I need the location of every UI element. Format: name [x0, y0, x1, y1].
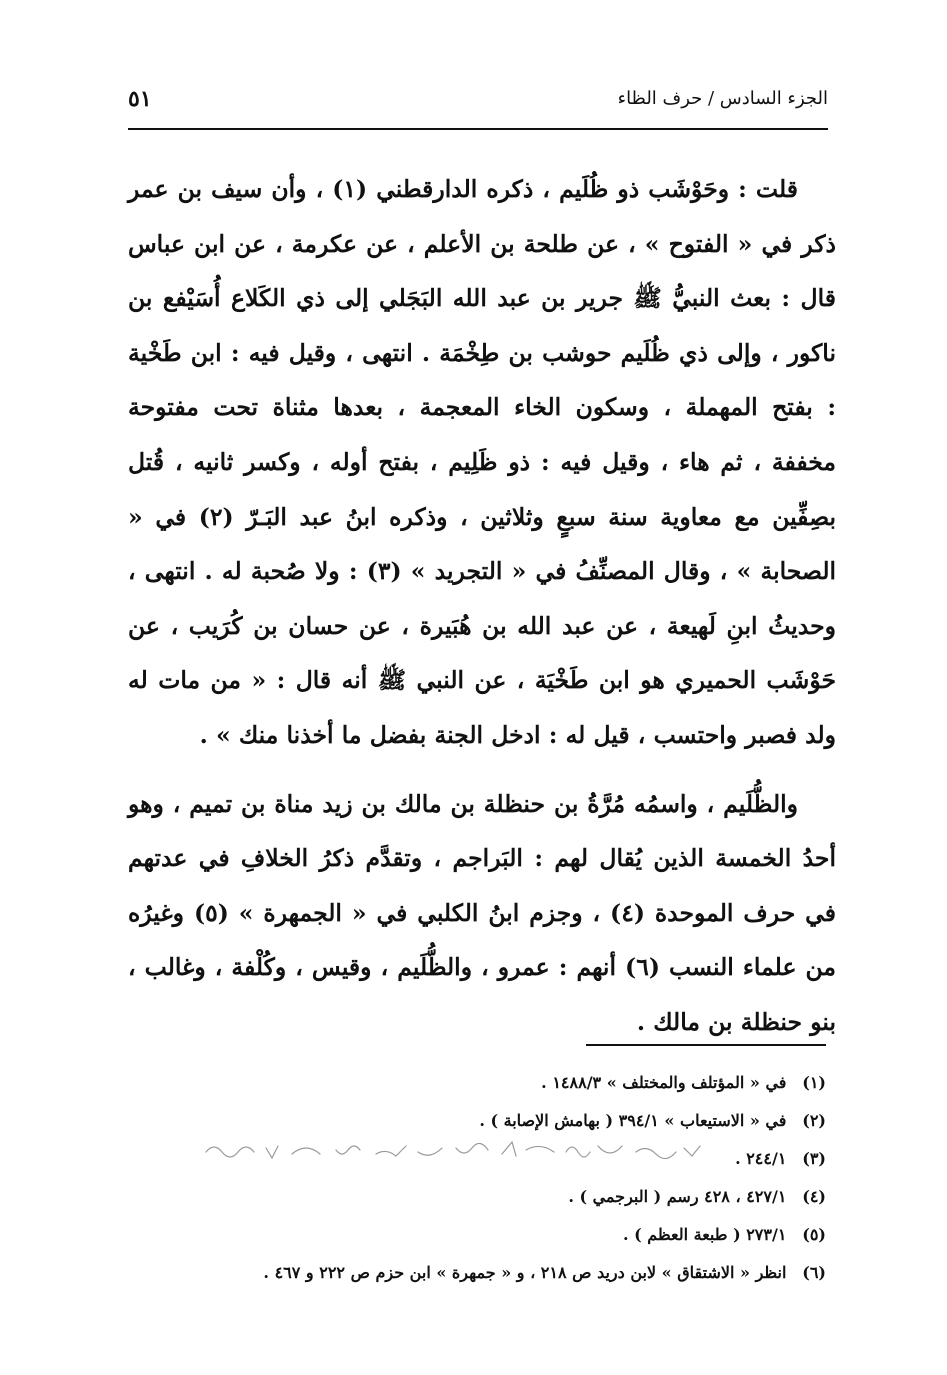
footnote-text: انظر « الاشتقاق » لابن دريد ص ٢١٨ ، و « جمهرة » ابن حزم ص ٢٢٢ و ٤٦٧ .	[263, 1263, 787, 1282]
footnote-text: في « الاستيعاب » ٣٩٤/١ ( بهامش الإصابة ) .	[479, 1111, 787, 1130]
main-text	[128, 162, 836, 1050]
paragraph-1: قلت : وحَوْشَب ذو ظُلَيم ، ذكره الدارقطني (١) ، وأن سيف بن عمر ذكر في « الفتوح » ، عن طلحة بن الأعلم ، عن عكرمة ، عن ابن عباس قال : بعث النبيُّ ﷺ جرير بن عبد الله البَجَلي إلى ذي الكَلاع أُسَيْفع بن ناكور ، وإلى ذي ظُلَيم حوشب بن طِخْمَة . انتهى ، وقيل فيه : ابن طَخْية : بفتح المهملة ، وسكون الخاء المعجمة ، بعدها مثناة تحت مفتوحة مخففة ، ثم هاء ، وقيل فيه : ذو ظَلِيم ، بفتح أوله ، وكسر ثانيه ، قُتل بصِفِّين مع معاوية سنة سبعٍ وثلاثين ، وذكره ابنُ عبد البَـرّ (٢) في « الصحابة » ، وقال المصنِّفُ في « التجريد » (٣) : ولا صُحبة له . انتهى ، وحديثُ ابنِ لَهيعة ، عن عبد الله بن هُبَيرة ، عن حسان بن كُرَيب ، عن حَوْشَب الحميري هو ابن طَخْيَة ، عن النبي ﷺ أنه قال : « من مات له ولد فصبر واحتسب ، قيل له : ادخل الجنة بفضل ما أخذنا منك » .	[128, 175, 837, 749]
page-header	[128, 84, 828, 124]
footnote-number: (٦)	[802, 1263, 826, 1282]
header-rule	[128, 128, 828, 130]
footnotes	[150, 1064, 826, 1292]
footnote-5	[150, 1216, 826, 1254]
footnote-number: (٢)	[802, 1111, 826, 1130]
paragraph-2: والظُّلَيم ، واسمُه مُرَّةُ بن حنظلة بن مالك بن زيد مناة بن تميم ، وهو أحدُ الخمسة الذين يُقال لهم : البَراجم ، وتقدَّم ذكرُ الخلافِ في عدتهم في حرف الموحدة (٤) ، وجزم ابنُ الكلبي في « الجمهرة » (٥) وغيرُه من علماء النسب (٦) أنهم : عمرو ، والظُّلَيم ، وقيس ، وكُلْفة ، وغالب ، بنو حنظلة بن مالك .	[128, 789, 837, 1036]
footnote-text: ٢٤٤/١ .	[735, 1149, 787, 1168]
footnote-6	[150, 1254, 826, 1292]
footnote-rule	[586, 1044, 826, 1046]
page-number: ٥١	[128, 86, 152, 112]
footnote-text: ٤٢٧/١ ، ٤٢٨ رسم ( البرجمي ) .	[568, 1187, 787, 1206]
footnote-number: (٣)	[802, 1149, 826, 1168]
running-title: الجزء السادس / حرف الظاء	[617, 88, 828, 109]
handwritten-annotation	[196, 1130, 716, 1170]
footnote-number: (٥)	[802, 1225, 826, 1244]
footnote-text: في « المؤتلف والمختلف » ١٤٨٨/٣ .	[541, 1073, 787, 1092]
footnote-text: ٢٧٣/١ ( طبعة العظم ) .	[622, 1225, 787, 1244]
footnote-4	[150, 1178, 826, 1216]
footnote-number: (٤)	[802, 1187, 826, 1206]
footnote-1	[150, 1064, 826, 1102]
footnote-number: (١)	[802, 1073, 826, 1092]
